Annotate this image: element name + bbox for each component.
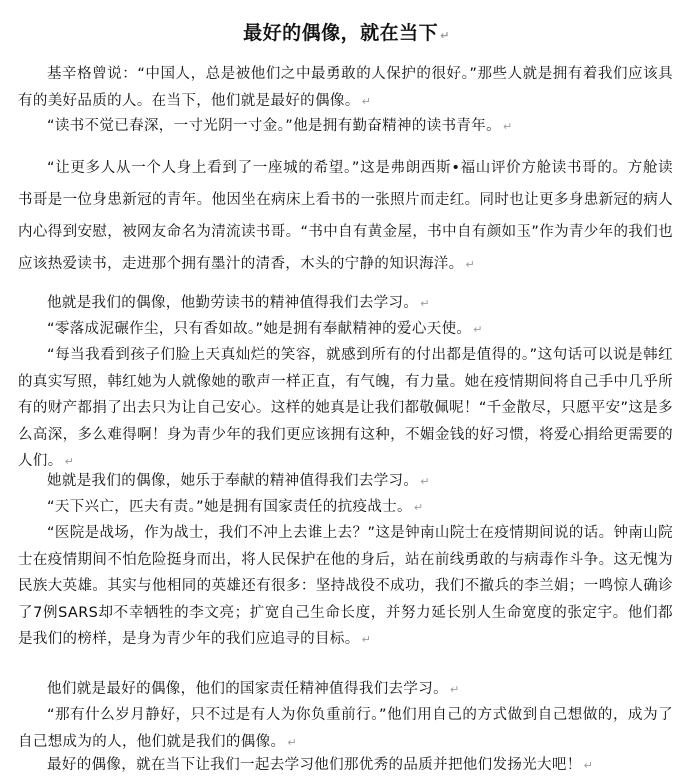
paragraph-mark-icon: ↵ bbox=[420, 475, 430, 488]
paragraph-3 bbox=[18, 152, 673, 281]
paragraph-5 bbox=[18, 316, 673, 344]
paragraph-9 bbox=[18, 520, 673, 654]
paragraph-8 bbox=[18, 494, 673, 522]
paragraph-10 bbox=[18, 676, 673, 704]
paragraph-mark-icon: ↵ bbox=[583, 759, 594, 772]
paragraph-text: “每当我看到孩子们脸上天真灿烂的笑容，就感到所有的付出都是值得的。”这句话可以说是韩红的真实写照，韩红她为人就像她的歌声一样正直，有气魄，有力量。她在疫情期间将自己手中几乎所有的财产都捐了出去只为让自己安心。这样的她真是让我们都敬佩呢！“千金散尽，只愿平安”这是多么高深，多么难得啊！身为青少年的我们更应该拥有这种，不媚金钱的好习惯，将爱心捐给更需要的人们。 bbox=[18, 347, 673, 469]
paragraph-text: 基辛格曾说：“中国人，总是被他们之中最勇敢的人保护的很好。”那些人就是拥有着我们应该具有的美好品质的人。在当下，他们就是最好的偶像。 bbox=[18, 66, 673, 109]
paragraph-mark-icon: ↵ bbox=[465, 258, 476, 271]
paragraph-11 bbox=[18, 702, 673, 756]
paragraph-mark-icon: ↵ bbox=[449, 683, 460, 696]
paragraph-12 bbox=[18, 752, 673, 780]
paragraph-text: “那有什么岁月静好，只不过是有人为你负重前行。”他们用自己的方式做到自己想做的，成为了自己想成为的人，他们就是我们的偶像。 bbox=[18, 707, 673, 750]
paragraph-mark-icon: ↵ bbox=[502, 120, 513, 133]
document-title bbox=[0, 19, 693, 50]
paragraph-text: “天下兴亡，匹夫有责。”她是拥有国家责任的抗疫战士。 bbox=[47, 499, 412, 515]
title-text: 最好的偶像，就在当下 bbox=[243, 22, 439, 44]
paragraph-text: 她就是我们的偶像，她乐于奉献的精神值得我们去学习。 bbox=[47, 473, 419, 489]
paragraph-1 bbox=[18, 61, 673, 115]
paragraph-text: “医院是战场，作为战士，我们不冲上去谁上去？”这是钟南山院士在疫情期间说的话。钟南山院士在疫情期间不怕危险挺身而出，将人民保护在他的身后，站在前线勇敢的与病毒作斗争。这无愧为民族大英雄。其实与他相同的英雄还有很多：坚持战役不成功，我们不撤兵的李兰娟；一鸣惊人确诊了7例SARS却不幸牺牲的李文亮；扩宽自己生命长度，并努力延长别人生命宽度的张定宇。他们都是我们的榜样，是身为青少年的我们应追寻的目标。 bbox=[18, 525, 673, 647]
paragraph-mark-icon: ↵ bbox=[440, 29, 450, 42]
paragraph-6 bbox=[18, 342, 673, 476]
paragraph-mark-icon: ↵ bbox=[361, 94, 372, 108]
paragraph-2 bbox=[18, 113, 673, 141]
paragraph-text: 他就是我们的偶像，他勤劳读书的精神值得我们去学习。 bbox=[47, 295, 419, 311]
paragraph-mark-icon: ↵ bbox=[361, 633, 372, 646]
paragraph-text: 他们就是最好的偶像，他们的国家责任精神值得我们去学习。 bbox=[47, 681, 448, 697]
paragraph-mark-icon: ↵ bbox=[287, 735, 297, 749]
paragraph-text: “让更多人从一个人身上看到了一座城的希望。”这是弗朗西斯•福山评价方舱读书哥的。方舱读书哥是一位身患新冠的青年。他因坐在病床上看书的一张照片而走红。同时也让更多身患新冠的病人内心得到安慰，被网友命名为清流读书哥。“书中自有黄金屋，书中自有颜如玉”作为青少年的我们也应该热爱读书，走进那个拥有墨汁的清香，木头的宁静的知识海洋。 bbox=[18, 160, 673, 272]
paragraph-text: 最好的偶像，就在当下让我们一起去学习他们那优秀的品质并把他们发扬光大吧！ bbox=[47, 757, 582, 773]
paragraph-text: “零落成泥碾作尘，只有香如故。”她是拥有奉献精神的爱心天使。 bbox=[47, 321, 472, 337]
paragraph-7 bbox=[18, 468, 673, 496]
paragraph-4 bbox=[18, 290, 673, 318]
paragraph-mark-icon: ↵ bbox=[64, 455, 75, 468]
paragraph-mark-icon: ↵ bbox=[420, 297, 430, 310]
paragraph-mark-icon: ↵ bbox=[413, 501, 424, 514]
paragraph-text: “读书不觉已春深，一寸光阴一寸金。”他是拥有勤奋精神的读书青年。 bbox=[47, 118, 501, 134]
paragraph-mark-icon: ↵ bbox=[473, 323, 483, 336]
